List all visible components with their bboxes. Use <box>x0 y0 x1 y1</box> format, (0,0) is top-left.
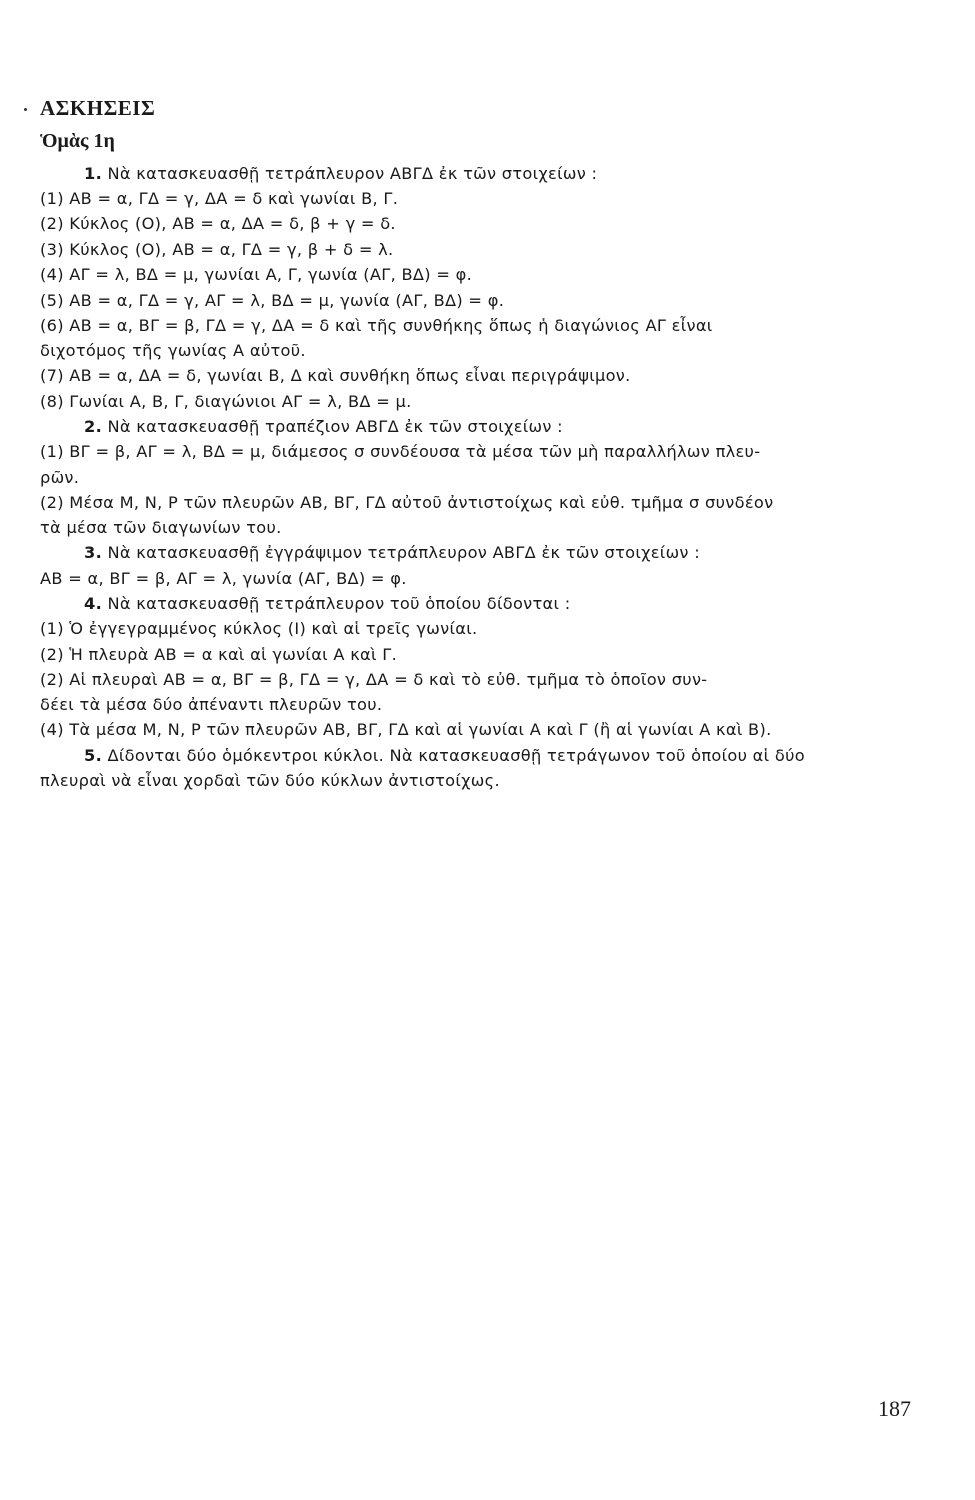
exercise-line <box>84 744 805 768</box>
exercise-line <box>40 769 500 793</box>
exercise-text: (7) ΑΒ = α, ΔΑ = δ, γωνίαι Β, Δ καὶ συνθήκη ὅπως εἶναι περιγράψιμον. <box>40 366 631 385</box>
exercise-text: (1) ΑΒ = α, ΓΔ = γ, ΔΑ = δ καὶ γωνίαι Β, Γ. <box>40 189 399 208</box>
exercise-text: (3) Κύκλος (Ο), ΑΒ = α, ΓΔ = γ, β + δ = λ. <box>40 240 394 259</box>
exercise-line <box>40 289 504 313</box>
exercise-line <box>40 238 393 262</box>
exercise-text: (4) ΑΓ = λ, ΒΔ = μ, γωνίαι Α, Γ, γωνία (ΑΓ, ΒΔ) = φ. <box>40 265 473 284</box>
exercise-text: Νὰ κατασκευασθῇ ἐγγράψιμον τετράπλευρον ΑΒΓΔ ἐκ τῶν στοιχείων : <box>102 543 700 562</box>
exercise-line <box>40 466 79 490</box>
exercise-line <box>40 617 477 641</box>
exercise-text: (1) ΒΓ = β, ΑΓ = λ, ΒΔ = μ, διάμεσος σ συνδέουσα τὰ μέσα τῶν μὴ παραλλήλων πλευ- <box>40 442 761 461</box>
exercise-number: 2. <box>84 417 103 436</box>
group-heading: Ὁμὰς 1η <box>40 130 115 152</box>
exercise-text: (2) Ἡ πλευρὰ ΑΒ = α καὶ αἱ γωνίαι Α καὶ Γ. <box>40 645 398 664</box>
exercise-text: (2) Αἱ πλευραὶ ΑΒ = α, ΒΓ = β, ΓΔ = γ, ΔΑ = δ καὶ τὸ εὐθ. τμῆμα τὸ ὁποῖον συν- <box>40 670 708 689</box>
exercise-line <box>40 516 282 540</box>
exercise-number: 3. <box>84 543 103 562</box>
exercise-text: Νὰ κατασκευασθῇ τετράπλευρον ΑΒΓΔ ἐκ τῶν στοιχείων : <box>102 164 598 183</box>
exercise-number: 5. <box>84 746 103 765</box>
exercise-line <box>84 162 597 186</box>
exercise-text: ΑΒ = α, ΒΓ = β, ΑΓ = λ, γωνία (ΑΓ, ΒΔ) = φ. <box>40 569 407 588</box>
exercise-line <box>40 718 772 742</box>
exercise-line <box>40 693 382 717</box>
exercise-line <box>40 364 631 388</box>
exercise-text: (2) Μέσα Μ, Ν, Ρ τῶν πλευρῶν ΑΒ, ΒΓ, ΓΔ αὐτοῦ ἀντιστοίχως καὶ εὐθ. τμῆμα σ συνδέον <box>40 493 774 512</box>
exercise-text: (5) ΑΒ = α, ΓΔ = γ, ΑΓ = λ, ΒΔ = μ, γωνία (ΑΓ, ΒΔ) = φ. <box>40 291 505 310</box>
exercise-line <box>40 491 773 515</box>
exercise-line <box>40 212 396 236</box>
exercise-line <box>84 592 571 616</box>
scan-dot <box>24 108 27 111</box>
exercise-line <box>40 263 472 287</box>
exercise-line <box>40 668 707 692</box>
exercise-text: Νὰ κατασκευασθῇ τραπέζιον ΑΒΓΔ ἐκ τῶν στοιχείων : <box>102 417 563 436</box>
exercise-line <box>40 314 713 338</box>
exercise-text: (6) ΑΒ = α, ΒΓ = β, ΓΔ = γ, ΔΑ = δ καὶ τῆς συνθήκης ὅπως ἡ διαγώνιος ΑΓ εἶναι <box>40 316 713 335</box>
exercise-text: Νὰ κατασκευασθῇ τετράπλευρον τοῦ ὁποίου δίδονται : <box>102 594 571 613</box>
exercise-text: (1) Ὁ ἐγγεγραμμένος κύκλος (Ι) καὶ αἱ τρεῖς γωνίαι. <box>40 619 478 638</box>
exercise-line <box>84 541 700 565</box>
exercise-number: 1. <box>84 164 103 183</box>
exercise-number: 4. <box>84 594 103 613</box>
exercise-line <box>40 567 407 591</box>
exercises-heading: ΑΣΚΗΣΕΙΣ <box>40 96 156 120</box>
exercise-line <box>40 390 412 414</box>
exercise-text: (2) Κύκλος (Ο), ΑΒ = α, ΔΑ = δ, β + γ = δ. <box>40 214 396 233</box>
exercise-text: ρῶν. <box>40 468 80 487</box>
page-number: 187 <box>878 1396 911 1421</box>
exercise-text: τὰ μέσα τῶν διαγωνίων του. <box>40 518 282 537</box>
exercise-text: δέει τὰ μέσα δύο ἀπέναντι πλευρῶν του. <box>40 695 383 714</box>
exercise-line <box>40 187 398 211</box>
exercise-line <box>40 440 760 464</box>
exercise-text: (8) Γωνίαι Α, Β, Γ, διαγώνιοι ΑΓ = λ, ΒΔ = μ. <box>40 392 412 411</box>
exercise-text: Δίδονται δύο ὁμόκεντροι κύκλοι. Νὰ κατασκευασθῇ τετράγωνον τοῦ ὁποίου αἱ δύο <box>102 746 805 765</box>
exercise-text: διχοτόμος τῆς γωνίας Α αὐτοῦ. <box>40 341 306 360</box>
exercise-line <box>40 339 306 363</box>
exercise-text: (4) Τὰ μέσα Μ, Ν, Ρ τῶν πλευρῶν ΑΒ, ΒΓ, ΓΔ καὶ αἱ γωνίαι Α καὶ Γ (ἢ αἱ γωνίαι Α καὶ Β). <box>40 720 772 739</box>
exercise-text: πλευραὶ νὰ εἶναι χορδαὶ τῶν δύο κύκλων ἀντιστοίχως. <box>40 771 500 790</box>
exercise-line <box>40 643 397 667</box>
exercise-line <box>84 415 563 439</box>
